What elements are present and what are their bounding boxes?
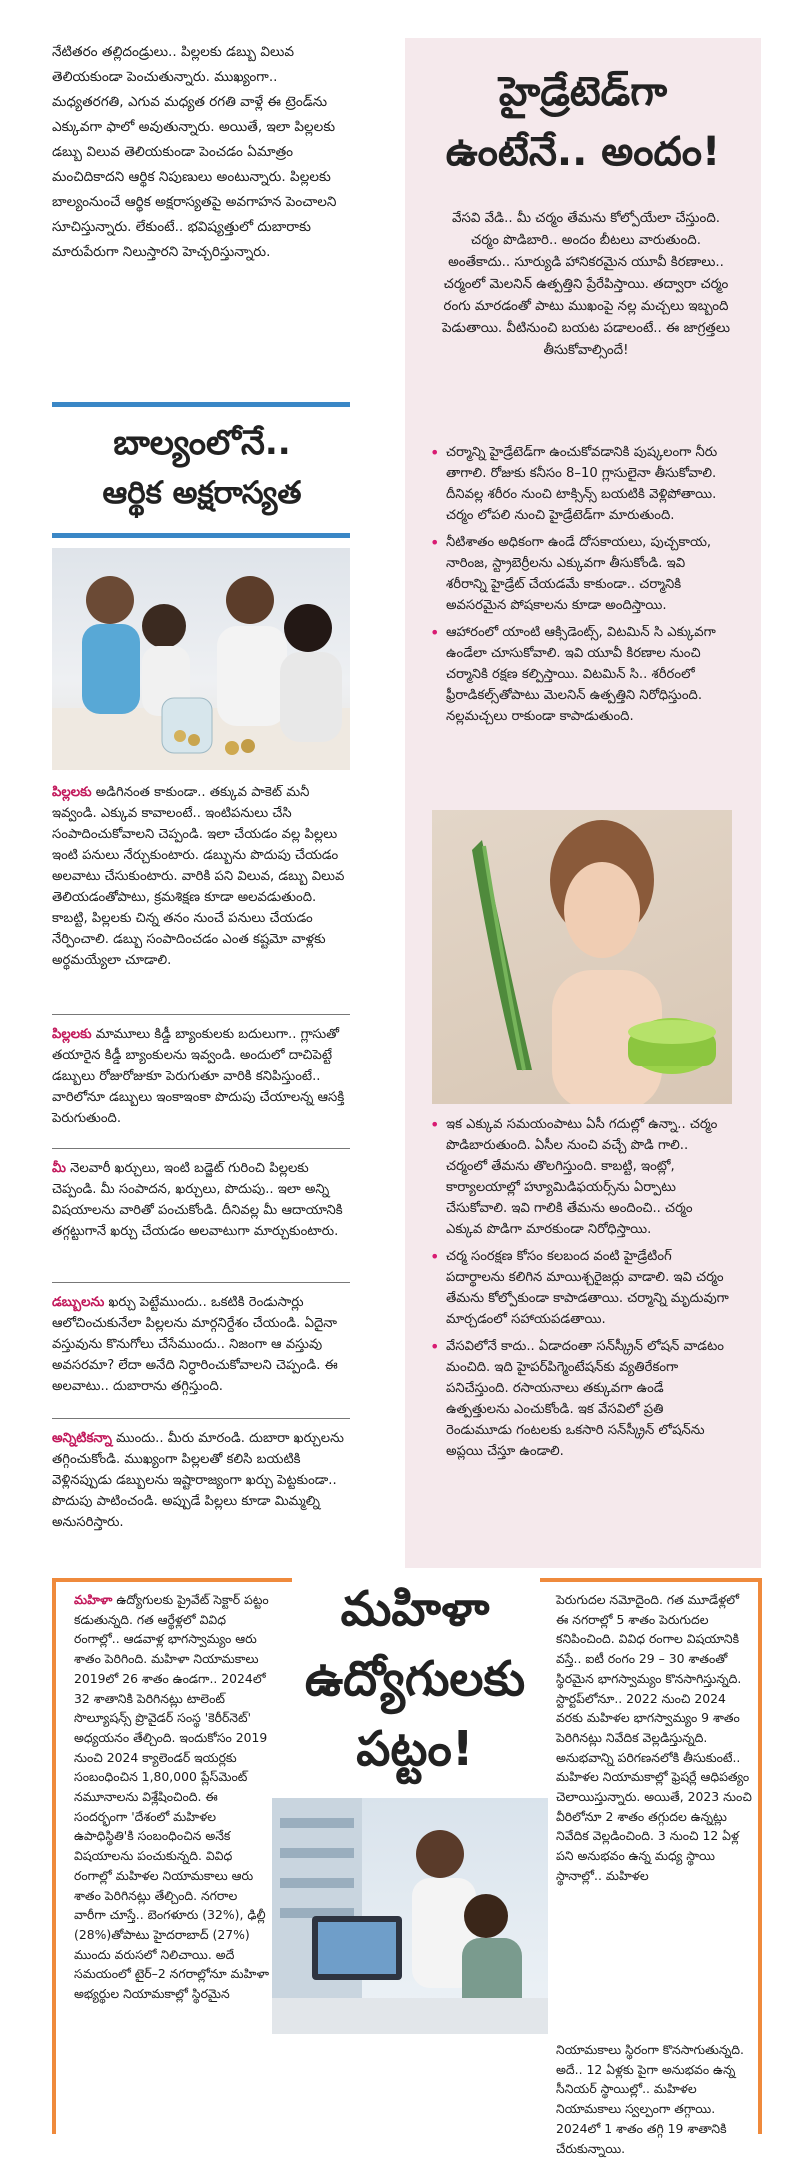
left-title-line-1: బాల్యంలోనే.. bbox=[113, 423, 291, 463]
bullet-item: • చర్మ సంరక్షణ కోసం కలబంద వంటి హైడ్రేటింగ్ పదార్థాలను కలిగిన మాయిశ్చరైజర్లు వాడాలి. ఇవి చర్మం తేమను కోల్పోకుండా కాపాడతాయి. చర్మాన్ని మృదువుగా మార్చడంలో సహాయపడతాయి. bbox=[430, 1246, 730, 1330]
left-divider-3 bbox=[52, 1282, 350, 1283]
left-para-1-lead: పిల్లలకు bbox=[52, 785, 92, 800]
left-para-5-lead: అన్నిటికన్నా bbox=[52, 1431, 112, 1446]
bottom-lead: మహిళా bbox=[74, 1592, 113, 1607]
left-title-line-2: ఆర్థిక అక్షరాస్యత bbox=[102, 475, 302, 511]
frame-top-left bbox=[52, 1578, 292, 1582]
right-title-line-2: ఉంటేనే.. అందం! bbox=[445, 129, 721, 175]
bullet-item: • ఆహారంలో యాంటి ఆక్సిడెంట్స్, విటమిన్ సి ఎక్కువగా ఉండేలా చూసుకోవాలి. ఇవి యూవీ కిరణాల నుంచి చర్మానికి రక్షణ కల్పిస్తాయి. విటమిన్ సి.. శరీరంలో ఫ్రీరాడికల్స్‌తోపాటు మెలనిన్ ఉత్పత్తిని నిరోధిస్తుంది. నల్లమచ్చలు రాకుండా కాపాడుతుంది. bbox=[430, 622, 730, 727]
left-para-4: డబ్బులను ఖర్చు పెట్టేముందు.. ఒకటికి రెండుసార్లు ఆలోచించుకునేలా పిల్లలను మార్గనిర్దేశం చేయండి. ఏదైనా వస్తువును కొనుగోలు చేసేముందు.. నిజంగా ఆ వస్తువు అవసరమా? లేదా అనేది నిర్ధారించుకోవాలని చెప్పండి. ఈ అలవాటు.. దుబారాను తగ్గిస్తుంది. bbox=[52, 1295, 338, 1394]
aloe-illustration bbox=[432, 810, 732, 1104]
family-with-piggy-jar-photo bbox=[52, 548, 350, 770]
bottom-title-line-3: పట్టం! bbox=[356, 1721, 474, 1777]
left-divider-1 bbox=[52, 1014, 350, 1015]
left-para-5: అన్నిటికన్నా ముందు.. మీరు మారండి. దుబారా ఖర్చులను తగ్గించుకోండి. ముఖ్యంగా పిల్లలతో కలిసి బయటికి వెళ్లినప్పుడు డబ్బులను ఇష్టారాజ్యంగా ఖర్చు పెట్టకుండా.. పొదుపు పాటించండి. అప్పుడే పిల్లలు కూడా మిమ్మల్ని అనుసరిస్తారు. bbox=[52, 1431, 344, 1530]
right-bullets-a bbox=[430, 442, 730, 733]
left-title-rule-bottom bbox=[52, 533, 350, 538]
bottom-col-1: మహిళా ఉద్యోగులకు ప్రైవేట్ సెక్టార్ పట్టం కడుతున్నది. గత ఆర్థేళ్లలో వివిధ రంగాల్లో.. ఆడవాళ్ల భాగస్వామ్యం ఆరు శాతం పెరిగింది. మహిళా నియామకాలు 2019లో 26 శాతం ఉండగా.. 2024లో 32 శాతానికి పెరిగినట్లు టాలెంట్ సొల్యూషన్స్ ప్రొవైడర్ సంస్థ 'కెరీర్‌నెట్' అధ్యయనం తేల్చింది. ఇందుకోసం 2019 నుంచి 2024 క్యాలెండర్ ఇయర్లకు సంబంధించిన 1,80,000 ప్లేస్‌మెంట్ నమూనాలను విశ్లేషించింది. ఈ సందర్భంగా 'దేశంలో మహిళల ఉపాధిస్థితి'కి సంబంధించిన అనేక విషయాలను పంచుకున్నది. వివిధ రంగాల్లో మహిళల నియామకాలు ఆరు శాతం పెరిగినట్లు తేల్చింది. నగరాల వారీగా చూస్తే.. బెంగళూరు (32%), ఢిల్లీ (28%)తోపాటు హైదరాబాద్ (27%) ముందు వరుసలో నిలిచాయి. అదే సమయంలో టైర్–2 నగరాల్లోనూ మహిళా అభ్యర్థుల నియామకాల్లో స్థిరమైన bbox=[74, 1592, 269, 2002]
left-para-3: మీ నెలవారీ ఖర్చులు, ఇంటి బడ్జెట్ గురించి పిల్లలకు చెప్పండి. మీ సంపాదన, ఖర్చులు, పొదుపు.. ఇలా అన్ని విషయాలను వారితో పంచుకోండి. దీనివల్ల మీ ఆదాయానికి తగ్గట్టుగానే ఖర్చు చేయడం అలవాటుగా మార్చుకుంటారు. bbox=[52, 1161, 343, 1239]
bottom-title-line-1: మహిళా bbox=[340, 1581, 490, 1637]
family-illustration bbox=[52, 548, 350, 770]
right-headline bbox=[415, 62, 751, 182]
left-intro: నేటితరం తల్లిదండ్రులు.. పిల్లలకు డబ్బు విలువ తెలియకుండా పెంచుతున్నారు. ముఖ్యంగా.. మధ్యతరగతి, ఎగువ మధ్యత రగతి వాళ్లే ఈ ట్రెండ్‌ను ఎక్కువగా ఫాలో అవుతున్నారు. అయితే, ఇలా పిల్లలకు డబ్బు విలువ తెలియకుండా పెంచడం ఏమాత్రం మంచిదికాదని ఆర్థిక నిపుణులు అంటున్నారు. పిల్లలకు బాల్యంనుంచే ఆర్థిక అక్షరాస్యతపై అవగాహన పెంచాలని సూచిస్తున్నారు. లేకుంటే.. భవిష్యత్తులో దుబారాకు మారుపేరుగా నిలుస్తారని హెచ్చరిస్తున్నారు. bbox=[52, 44, 337, 260]
bullet-item: • చర్మాన్ని హైడ్రేటెడ్‌గా ఉంచుకోవడానికి పుష్కలంగా నీరు తాగాలి. రోజుకు కనీసం 8–10 గ్లాసులైనా తీసుకోవాలి. దీనివల్ల శరీరం నుంచి టాక్సిన్స్ బయటికి వెళ్లిపోతాయి. చర్మం లోపలి నుంచి హైడ్రేటెడ్‌గా మారుతుంది. bbox=[430, 442, 730, 526]
bottom-headline bbox=[280, 1574, 550, 1784]
office-illustration bbox=[272, 1798, 548, 2034]
bullet-item: • ఇక ఎక్కువ సమయంపాటు ఏసీ గదుల్లో ఉన్నా.. చర్మం పొడిబారుతుంది. ఏసీల నుంచి వచ్చే పొడి గాలి.. చర్మంలో తేమను తొలగిస్తుంది. కాబట్టి, ఇంట్లో, కార్యాలయాల్లో హ్యూమిడిఫయర్స్‌ను ఏర్పాటు చేసుకోవాలి. ఇవి గాలికి తేమను అందించి.. చర్మం ఎక్కువ పొడిగా మారకుండా నిరోధిస్తాయి. bbox=[430, 1114, 730, 1240]
right-bullets-b bbox=[430, 1114, 730, 1468]
right-intro: వేసవి వేడి.. మీ చర్మం తేమను కోల్పోయేలా చేస్తుంది. చర్మం పొడిబారి.. అందం బీటలు వారుతుంది. అంతేకాదు.. సూర్యుడి హానికరమైన యూవీ కిరణాలు.. చర్మంలో మెలనిన్ ఉత్పత్తిని ప్రేరేపిస్తాయి. తద్వారా చర్మం రంగు మారడంతో పాటు ముఖంపై నల్ల మచ్చలు ఇబ్బంది పెడుతాయి. వీటినుంచి బయట పడాలంటే.. ఈ జాగ్రత్తలు తీసుకోవాల్సిందే! bbox=[442, 211, 730, 358]
frame-right bbox=[758, 1578, 762, 2134]
women-at-computer-photo bbox=[272, 1798, 548, 2034]
left-headline bbox=[52, 418, 352, 518]
right-title-line-1: హైడ్రేటెడ్‌గా bbox=[498, 69, 668, 115]
bullet-item: • నీటిశాతం అధికంగా ఉండే దోసకాయలు, పుచ్చకాయ, నారింజ, స్ట్రాబెర్రీలను ఎక్కువగా తీసుకోండి. ఇవి శరీరాన్ని హైడ్రేట్ చేయడమే కాకుండా.. చర్మానికి అవసరమైన పోషకాలను కూడా అందిస్తాయి. bbox=[430, 532, 730, 616]
bottom-col-3: పెరుగుదల నమోదైంది. గత మూడేళ్లలో ఈ నగరాల్లో 5 శాతం పెరుగుదల కనిపించింది. వివిధ రంగాల విషయానికి వస్తే.. ఐటీ రంగం 29 – 30 శాతంతో స్థిరమైన భాగస్వామ్యం కొనసాగిస్తున్నది. స్టార్టప్‌లోనూ.. 2022 నుంచి 2024 వరకు మహిళల భాగస్వామ్యం 9 శాతం పెరిగినట్లు నివేదిక వెల్లడిస్తున్నది. అనుభవాన్ని పరిగణనలోకి తీసుకుంటే.. మహిళల నియామకాల్లో ఫ్రెషర్లే ఆధిపత్యం చెలాయిస్తున్నారు. అయితే, 2023 నుంచి వీరిలోనూ 2 శాతం తగ్గుదల ఉన్నట్లు నివేదిక వెల్లడించింది. 3 నుంచి 12 ఏళ్ల పని అనుభవం ఉన్న మధ్య స్థాయి స్థానాల్లో.. మహిళల bbox=[556, 1592, 752, 1883]
left-divider-2 bbox=[52, 1148, 350, 1149]
left-title-rule-top bbox=[52, 402, 350, 407]
bottom-title-line-2: ఉద్యోగులకు bbox=[304, 1651, 526, 1707]
left-para-4-lead: డబ్బులను bbox=[52, 1295, 105, 1310]
frame-top-right bbox=[540, 1578, 762, 1582]
bullet-item: • వేసవిలోనే కాదు.. ఏడాదంతా సన్‌స్క్రీన్ లోషన్ వాడటం మంచిది. ఇది హైపర్‌పిగ్మెంటేషన్‌కు వ్యతిరేకంగా పనిచేస్తుంది. రసాయనాలు తక్కువగా ఉండే ఉత్పత్తులను ఎంచుకోండి. ఇక వేసవిలో ప్రతి రెండుమూడు గంటలకు ఒకసారి సన్‌స్క్రీన్ లోషన్‌ను అప్లయి చేస్తూ ఉండాలి. bbox=[430, 1336, 730, 1462]
left-para-2-lead: పిల్లలకు bbox=[52, 1027, 92, 1042]
bottom-tail: నియామకాలు స్థిరంగా కొనసాగుతున్నది. అదే.. 12 ఏళ్లకు పైగా అనుభవం ఉన్న సీనియర్ స్థాయిల్లో.. మహిళల నియామకాలు స్వల్పంగా తగ్గాయి. 2024లో 1 శాతం తగ్గి 19 శాతానికి చేరుకున్నాయి. bbox=[556, 2042, 744, 2156]
left-para-1: పిల్లలకు అడిగినంత కాకుండా.. తక్కువ పాకెట్ మనీ ఇవ్వండి. ఎక్కువ కావాలంటే.. ఇంటిపనులు చేసి సంపాదించుకోవాలని చెప్పండి. ఇలా చేయడం వల్ల పిల్లలు ఇంటి పనులు నేర్చుకుంటారు. డబ్బును పొదుపు చేయడం అలవాటు చేసుకుంటారు. వారికి పని విలువ, డబ్బు విలువ తెలియడంతోపాటు, క్రమశిక్షణ కూడా అలవడుతుంది. కాబట్టి, పిల్లలకు చిన్న తనం నుంచే పనులు చేయడం నేర్పించాలి. డబ్బు సంపాదించడం ఎంత కష్టమో వాళ్లకు అర్థమయ్యేలా చూడాలి. bbox=[52, 785, 345, 968]
woman-with-aloe-vera-photo bbox=[432, 810, 732, 1104]
left-para-2: పిల్లలకు మామూలు కిడ్డీ బ్యాంకులకు బదులుగా.. గ్లాసుతో తయారైన కిడ్డీ బ్యాంకులను ఇవ్వండి. అందులో దాచిపెట్టే డబ్బులు రోజురోజుకూ పెరుగుతూ వారికి కనిపిస్తుంటే.. వారిలోనూ డబ్బులు ఇంకాఇంకా పొదుపు చేయాలన్న ఆసక్తి పెరుగుతుంది. bbox=[52, 1027, 345, 1126]
left-para-3-lead: మీ bbox=[52, 1161, 66, 1176]
frame-left bbox=[52, 1578, 56, 2134]
left-divider-4 bbox=[52, 1418, 350, 1419]
